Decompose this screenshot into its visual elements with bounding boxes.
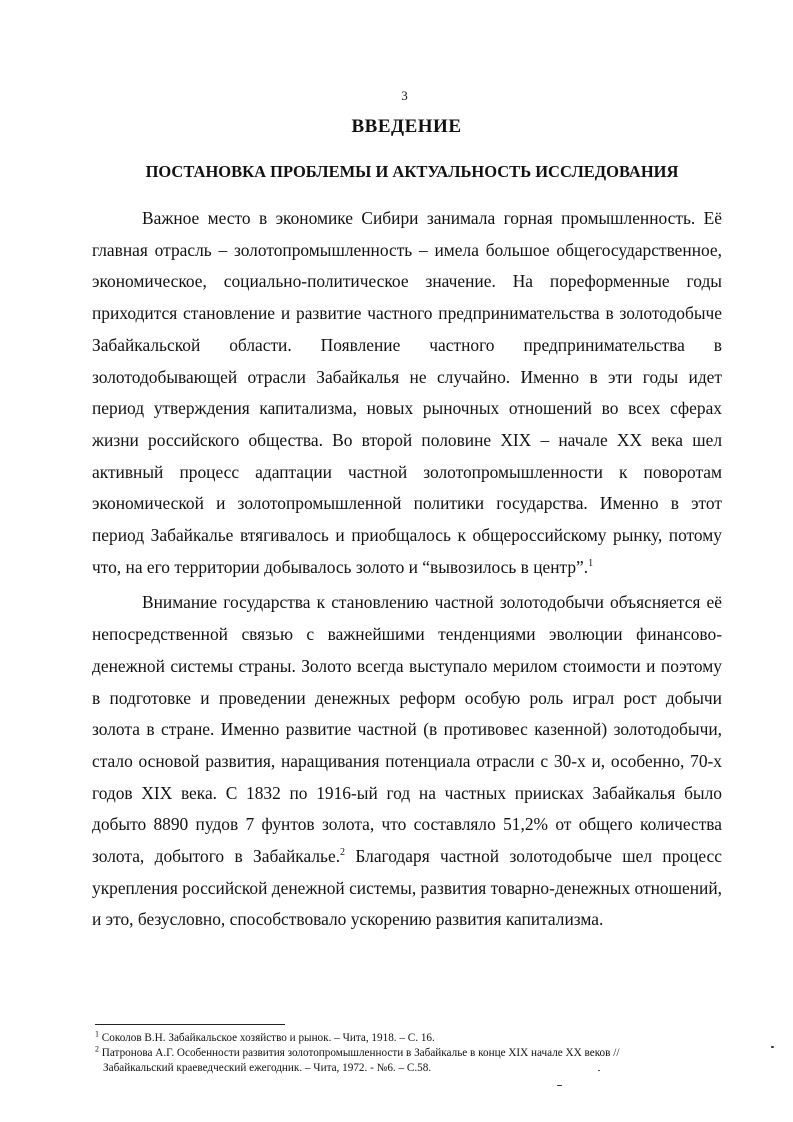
footnote	[95, 1046, 735, 1076]
footnote-mark: 2	[95, 1044, 99, 1054]
footnote-mark: 1	[95, 1029, 99, 1039]
paragraph-text: Важное место в экономике Сибири занимала горная промышленность. Её главная отрасль – золотопромышленность – имела большое общегосударственное, экономическое, социально-политическое значение. На пореформенные годы приходится становление и развитие частного предпринимательства в золотодобыче Забайкальской области. Появление частного предпринимательства в золотодобывающей отрасли Забайкалья не случайно. Именно в эти годы идет период утверждения капитализма, новых рыночных отношений во всех сферах жизни российского общества. Во второй половине XIX – начале XX века шел активный процесс адаптации частной золотопромышленности к поворотам экономической и золотопромышленной политики государства. Именно в этот период Забайкалье втягивалось и приобщалось к общероссийскому рынку, потому что, на его территории добывалось золото и “вывозилось в центр”.	[92, 208, 722, 577]
footnote-text: Соколов В.Н. Забайкальское хозяйство и рынок. – Чита, 1918. – С. 16.	[101, 1032, 435, 1044]
chapter-title: ВВЕДЕНИЕ	[351, 116, 462, 137]
body-text	[92, 203, 722, 936]
footnotes	[95, 1031, 735, 1076]
footnote-reference: 1	[588, 557, 594, 569]
scan-speck	[557, 1085, 562, 1086]
scan-speck	[771, 1046, 774, 1048]
paragraph	[92, 587, 722, 936]
paragraph	[92, 203, 722, 583]
scan-speck	[598, 1070, 600, 1071]
footnote-reference: 2	[340, 847, 346, 859]
footnote	[95, 1031, 735, 1046]
paragraph-text-continued: Благодаря частной золотодобыче шел процесс укрепления российской денежной системы, развития товарно-денежных отношений, и это, безусловно, способствовало ускорению развития капитализма.	[92, 846, 722, 930]
footnote-text-continued: Забайкальский краеведческий ежегодник. – Чита, 1972. - №6. – С.58.	[103, 1062, 432, 1074]
footnote-divider	[95, 1024, 285, 1025]
paragraph-text: Внимание государства к становлению частной золотодобычи объясняется её непосредственной связью с важнейшими тенденциями эволюции финансово-денежной системы страны. Золото всегда выступало мерилом стоимости и поэтому в подготовке и проведении денежных реформ особую роль играл рост добычи золота в стране. Именно развитие частной (в противовес казенной) золотодобычи, стало основой развития, наращивания потенциала отрасли с 30-х и, особенно, 70-х годов XIX века. С 1832 по 1916-ый год на частных приисках Забайкалья было добыто 8890 пудов 7 фунтов золота, что составляло 51,2% от общего количества золота, добытого в Забайкалье.	[92, 592, 722, 867]
section-title: ПОСТАНОВКА ПРОБЛЕМЫ И АКТУАЛЬНОСТЬ ИССЛЕДОВАНИЯ	[145, 162, 679, 181]
footnote-text: Патронова А.Г. Особенности развития золотопромышленности в Забайкалье в конце XIX начале XX веков //	[101, 1047, 620, 1059]
page-number: 3	[401, 88, 408, 103]
